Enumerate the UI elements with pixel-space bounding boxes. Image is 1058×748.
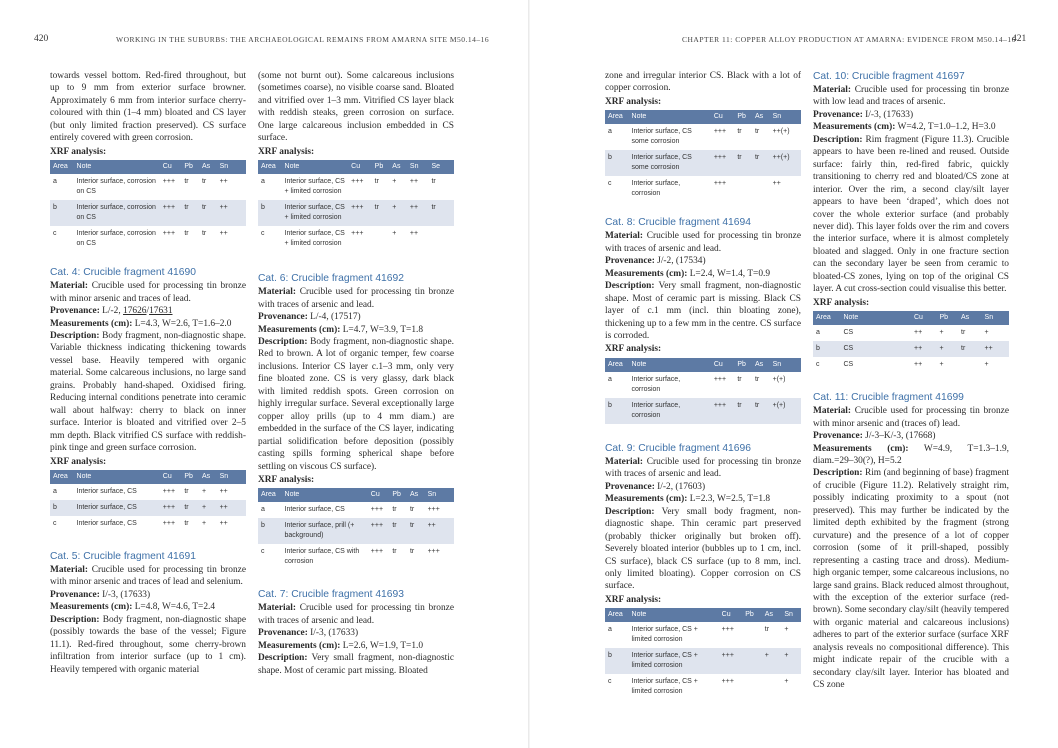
xrf-note-cell: Interior surface, CS some corrosion — [631, 128, 692, 146]
xrf-value-cell: ++ — [407, 200, 429, 226]
xrf-column-header: Note — [629, 358, 711, 372]
catalogue-entry: Material: Crucible used for processing tin bronze with minor arsenic and traces of lead. Provenance: L/-2, 17626/17631 Measurements (cm): L=4.3, W=2.6, T=1.6–2.0 Description: Body fragment, non-diagnostic shape. Variable thickness indicating thickening towards vessel base. Heavily tempered with organic material. Some calcareous inclusions, no large sand grains. Probably hand-shaped. Oxidised firing. Reducing internal conditions penetrate into ceramic wall about halfway: cherry to black on inner surface. Interior is bloated and vitrified over 2–5 mm depth. Black vitrified CS surface with reddish-pink tinge and green surface corrosion. — [50, 281, 247, 454]
xrf-value-cell: + — [984, 361, 989, 369]
xrf-note-cell: Interior surface, CS + limited corrosion — [631, 678, 698, 696]
xrf-heading: XRF analysis: — [813, 297, 870, 308]
xrf-value-cell: + — [392, 230, 397, 238]
xrf-value-cell — [742, 674, 762, 700]
xrf-value-cell: tr — [181, 200, 199, 226]
xrf-value-cell: +++ — [160, 500, 182, 516]
xrf-row — [605, 124, 801, 150]
xrf-value-cell: + — [389, 200, 407, 226]
column-2 — [258, 70, 454, 677]
xrf-table — [605, 110, 801, 202]
xrf-note-cell: Interior surface, corrosion — [629, 398, 711, 424]
xrf-value-cell: + — [939, 329, 944, 337]
xrf-note-cell: Interior surface, corrosion on CS — [76, 178, 156, 196]
xrf-table — [50, 470, 246, 532]
xrf-value-cell: tr — [201, 230, 207, 238]
xrf-note-cell: CS — [840, 341, 911, 357]
xrf-value-cell: +++ — [711, 150, 735, 176]
column-1 — [50, 70, 246, 676]
xrf-value-cell — [752, 176, 770, 202]
xrf-value-cell: +++ — [713, 128, 727, 136]
xrf-area-cell: b — [605, 648, 629, 674]
catalogue-title: Cat. 11: Crucible fragment 41699 — [813, 392, 964, 404]
catalogue-title: Cat. 10: Crucible fragment 41697 — [813, 71, 965, 82]
xrf-note-cell: Interior surface, corrosion — [631, 180, 681, 198]
xrf-value-cell: +++ — [721, 626, 734, 634]
xrf-value-cell: tr — [764, 626, 770, 634]
xrf-row — [258, 226, 454, 252]
xrf-row — [50, 516, 246, 532]
xrf-column-header: As — [407, 488, 425, 502]
xrf-column-header: As — [762, 608, 782, 622]
xrf-value-cell: +++ — [368, 518, 390, 544]
xrf-value-cell: +++ — [713, 375, 727, 383]
xrf-area-cell: a — [608, 128, 612, 136]
xrf-column-header: Area — [605, 608, 629, 622]
xrf-row — [605, 372, 801, 398]
xrf-area-cell: a — [261, 178, 265, 186]
xrf-note-cell: Interior surface, CS + limited corrosion — [284, 178, 345, 196]
xrf-value-cell: +++ — [370, 506, 384, 514]
xrf-value-cell: +(+) — [772, 375, 786, 383]
xrf-row — [258, 544, 454, 570]
catalogue-title: Cat. 8: Crucible fragment 41694 — [605, 217, 751, 229]
xrf-value-cell: tr — [752, 398, 770, 424]
xrf-value-cell: tr — [428, 200, 454, 226]
xrf-value-cell: +(+) — [770, 398, 801, 424]
xrf-value-cell — [762, 674, 782, 700]
xrf-column-header: Note — [74, 160, 160, 174]
xrf-area-cell: b — [605, 150, 629, 176]
xrf-note-cell: CS — [843, 361, 854, 369]
xrf-area-cell: b — [605, 398, 629, 424]
xrf-value-cell: ++ — [217, 500, 246, 516]
xrf-value-cell: + — [199, 500, 217, 516]
xrf-column-header: Cu — [711, 110, 735, 124]
right-page-number: 421 — [1012, 34, 1027, 44]
xrf-value-cell: +++ — [351, 230, 364, 238]
xrf-column-header: Area — [50, 470, 74, 484]
xrf-value-cell: tr — [199, 200, 217, 226]
xrf-row — [50, 484, 246, 500]
xrf-row — [258, 502, 454, 518]
xrf-row — [605, 648, 801, 674]
xrf-column-header: Note — [74, 470, 160, 484]
xrf-value-cell: +++ — [370, 548, 384, 556]
xrf-value-cell: ++ — [219, 487, 228, 495]
xrf-value-cell: tr — [754, 128, 760, 136]
xrf-value-cell: tr — [181, 500, 199, 516]
xrf-value-cell: tr — [184, 230, 189, 238]
xrf-value-cell: +++ — [162, 519, 176, 527]
xrf-table — [605, 608, 801, 700]
xrf-row — [50, 200, 246, 226]
catalogue-entry: Material: Crucible used for processing tin bronze with low lead and traces of arsenic. Provenance: I/-3, (17633) Measurements (cm): W=4.2, T=1.0–1.2, H=3.0 Description: Rim fragment (Figure 11.3). Crucible appears to have been re-lined and reused. Outside surface: fairly thin, red-fired fabric, quickly transitioning to cherry red and bloated/CS zone at interior. Over the rim, a second clay/silt layer appears to have been ‘draped’, which does not cover the whole exterior surface (and probably never did). This layer folds over the rim and covers the interior surface, where it is almost completely bloated and slagged. Only in one fracture section can the secondary layer be seen from ceramic to bloated-CS zones, lying on top of the original CS layer. A cut cross-section could visualise this better. — [813, 85, 1009, 295]
xrf-column-header: Cu — [711, 358, 735, 372]
xrf-column-header: Pb — [734, 358, 752, 372]
xrf-column-header: Sn — [781, 608, 801, 622]
xrf-value-cell: ++ — [219, 178, 228, 186]
column-4 — [813, 70, 1009, 692]
xrf-column-header: Sn — [407, 160, 429, 174]
xrf-value-cell: tr — [737, 128, 742, 136]
xrf-column-header: Cu — [911, 311, 936, 325]
catalogue-entry: Material: Crucible used for processing tin bronze with traces of arsenic and lead. Provenance: L/-4, (17517) Measurements (cm): L=4.7, W=3.9, T=1.8 Description: Body fragment, non-diagnostic shape. Red to brown. A lot of organic temper, few coarse inclusions. Interior CS layer c.1–3 mm, only very fine bloated zone. CS is very glassy, dark black with limited reddish spots. Green corrosion on highly irregular surface. Several exceptionally large copper alloy prills (up to 4 mm diam.) are embedded in the surface of the CS layer, indicating partial solidification before deposition (possibly casting spills forming spherical shape before settling on viscous CS surface). — [258, 287, 455, 472]
xrf-area-cell: c — [53, 230, 57, 238]
xrf-value-cell: +++ — [427, 506, 440, 514]
xrf-value-cell: ++ — [425, 518, 454, 544]
catalogue-entry: Material: Crucible used for processing tin bronze with traces of arsenic and lead. Provenance: I/-3, (17633) Measurements (cm): L=2.6, W=1.9, T=1.0 Description: Very small fragment, non-diagnostic shape. Most of ceramic part missing. Bloated — [258, 603, 454, 676]
xrf-value-cell: +++ — [721, 678, 734, 686]
xrf-table — [813, 311, 1009, 373]
xrf-area-cell: a — [53, 487, 57, 495]
xrf-column-header: Note — [629, 110, 711, 124]
xrf-value-cell — [742, 622, 762, 648]
xrf-value-cell: tr — [407, 518, 425, 544]
xrf-row — [813, 341, 1009, 357]
xrf-column-header: Pb — [742, 608, 762, 622]
xrf-value-cell: tr — [392, 548, 397, 556]
xrf-value-cell: tr — [431, 178, 436, 186]
catalogue-title: Cat. 6: Crucible fragment 41692 — [258, 273, 404, 285]
xrf-header-row — [258, 160, 454, 174]
xrf-area-cell: a — [53, 178, 57, 186]
xrf-area-cell: a — [261, 506, 265, 514]
xrf-column-header: As — [389, 160, 407, 174]
xrf-area-cell: b — [50, 200, 74, 226]
xrf-note-cell: Interior surface, corrosion on CS — [76, 230, 156, 248]
xrf-value-cell: tr — [184, 178, 189, 186]
left-running-head: WORKING IN THE SUBURBS: THE ARCHAEOLOGICAL REMAINS FROM AMARNA SITE M50.14–16 — [116, 35, 490, 44]
xrf-table — [258, 488, 454, 570]
xrf-column-header: Area — [258, 488, 282, 502]
xrf-value-cell — [742, 648, 762, 674]
xrf-value-cell: ++ — [911, 341, 936, 357]
xrf-value-cell: + — [936, 341, 958, 357]
xrf-column-header: Sn — [217, 160, 246, 174]
xrf-header-row — [813, 311, 1009, 325]
xrf-value-cell: tr — [374, 178, 379, 186]
xrf-value-cell — [372, 226, 390, 252]
xrf-column-header: As — [958, 311, 982, 325]
xrf-row — [258, 174, 454, 200]
xrf-row — [605, 176, 801, 202]
xrf-column-header: Pb — [181, 470, 199, 484]
xrf-row — [605, 674, 801, 700]
xrf-row — [50, 500, 246, 516]
xrf-value-cell: + — [784, 626, 789, 634]
xrf-value-cell: tr — [958, 341, 982, 357]
xrf-value-cell: tr — [737, 375, 742, 383]
xrf-note-cell: Interior surface, CS + limited corrosion — [631, 626, 698, 644]
xrf-value-cell: tr — [734, 398, 752, 424]
catalogue-entry: Material: Crucible used for processing tin bronze with minor arsenic and (traces of) lead. Provenance: J/-3–K/-3, (17668) Measurements (cm): W=4.9, T=1.3–1.9, diam.=29–30(?), H=5.2 Description: Rim (and beginning of base) fragment of crucible (Figure 11.2). Relatively straight rim, possibly indicating proximity to a spout (not preserved). This may further be indicated by the limited depth exhibited by the fragment (strong curvature) and the presence of a lot of copper corrosion (some of it prill-shaped, possibly representing a casting trace and dross). Medium-high organic temper, some calcareous inclusions, no large sand grains. Black reduced almost throughout, with the exception of the exterior surface (red-brown). Some secondary clay/silt (heavily tempered with organic material and calcareous inclusions) adheres to part of the exterior surface (surface XRF analysis reveals no compositional difference). This might indicate repair of the crucible with a secondary clay/silt layer. Interior has bloated and CS zone — [813, 406, 1010, 691]
xrf-value-cell: tr — [409, 506, 415, 514]
xrf-value-cell: ++(+) — [772, 128, 790, 136]
xrf-area-cell: a — [608, 626, 612, 634]
xrf-heading: XRF analysis: — [258, 474, 315, 485]
xrf-area-cell: b — [813, 341, 840, 357]
xrf-value-cell: +++ — [162, 178, 176, 186]
xrf-area-cell: c — [53, 519, 57, 527]
catalogue-entry: Material: Crucible used for processing tin bronze with traces of arsenic and lead. Provenance: J/-2, (17534) Measurements (cm): L=2.4, W=1.4, T=0.9 Description: Very small fragment, non-diagnostic shape. Most of ceramic part is missing. Black CS layer of c.1 mm (incl. thin bloating zone), thickening up to a few mm in the centre. CS surface is corroded. — [605, 231, 801, 341]
xrf-area-cell: c — [608, 678, 612, 686]
xrf-value-cell: ++ — [982, 341, 1009, 357]
xrf-value-cell: + — [984, 329, 989, 337]
xrf-column-header: Pb — [181, 160, 199, 174]
page-gutter — [528, 0, 530, 748]
xrf-area-cell: b — [50, 500, 74, 516]
xrf-value-cell: ++ — [217, 200, 246, 226]
xrf-value-cell: +++ — [160, 200, 182, 226]
xrf-value-cell: + — [781, 648, 801, 674]
xrf-header-row — [50, 470, 246, 484]
xrf-header-row — [605, 358, 801, 372]
xrf-value-cell: tr — [752, 150, 770, 176]
xrf-value-cell: +++ — [427, 548, 440, 556]
xrf-column-header: Area — [50, 160, 74, 174]
xrf-column-header: Note — [282, 488, 368, 502]
xrf-value-cell: + — [784, 678, 789, 686]
xrf-note-cell: Interior surface, CS + limited corrosion — [284, 230, 345, 248]
xrf-area-cell: c — [816, 361, 820, 369]
xrf-note-cell: Interior surface, corrosion on CS — [74, 200, 160, 226]
xrf-column-header: Note — [840, 311, 911, 325]
xrf-column-header: As — [752, 358, 770, 372]
xrf-value-cell: + — [201, 487, 207, 495]
xrf-area-cell: c — [608, 180, 612, 188]
xrf-row — [50, 174, 246, 200]
xrf-note-cell: Interior surface, CS + limited corrosion — [282, 200, 349, 226]
xrf-column-header: Sn — [217, 470, 246, 484]
xrf-column-header: Cu — [719, 608, 743, 622]
xrf-value-cell: ++ — [409, 178, 419, 186]
xrf-column-header: Sn — [425, 488, 454, 502]
xrf-area-cell: c — [261, 230, 265, 238]
xrf-column-header: Pb — [936, 311, 958, 325]
xrf-note-cell: Interior surface, prill (+ background) — [282, 518, 368, 544]
xrf-area-cell: a — [608, 375, 612, 383]
xrf-value-cell: tr — [184, 519, 189, 527]
col1-intro-text: towards vessel bottom. Red-fired throughout, but up to 9 mm from exterior surface browner. Approximately 6 mm from interior surface cherry-coloured with thin (1–4 mm) bloated and CS layer (but only limited fraction preserved). CS surface entirely covered with green corrosion. — [50, 71, 246, 144]
xrf-header-row — [258, 488, 454, 502]
xrf-heading: XRF analysis: — [605, 344, 662, 355]
xrf-value-cell: ++ — [914, 329, 923, 337]
xrf-header-row — [50, 160, 246, 174]
xrf-value-cell: tr — [392, 506, 397, 514]
xrf-row — [605, 622, 801, 648]
column-3 — [605, 70, 801, 702]
xrf-column-header: Cu — [160, 160, 182, 174]
xrf-header-row — [605, 110, 801, 124]
xrf-value-cell: ++(+) — [770, 150, 801, 176]
xrf-column-header: Area — [813, 311, 840, 325]
xrf-column-header: Sn — [770, 358, 801, 372]
xrf-value-cell: ++ — [409, 230, 419, 238]
xrf-heading: XRF analysis: — [605, 594, 662, 605]
catalogue-title: Cat. 7: Crucible fragment 41693 — [258, 589, 404, 601]
xrf-table — [258, 160, 454, 252]
xrf-value-cell: tr — [389, 518, 407, 544]
xrf-value-cell: tr — [201, 178, 207, 186]
xrf-value-cell: tr — [184, 487, 189, 495]
xrf-column-header: Cu — [368, 488, 390, 502]
xrf-value-cell: ++ — [219, 230, 228, 238]
xrf-column-header: As — [752, 110, 770, 124]
xrf-heading: XRF analysis: — [50, 146, 107, 157]
xrf-note-cell: Interior surface, corrosion — [631, 375, 681, 393]
xrf-note-cell: Interior surface, CS with corrosion — [284, 548, 360, 566]
xrf-heading: XRF analysis: — [605, 96, 662, 107]
xrf-row — [605, 398, 801, 424]
xrf-area-cell: c — [261, 548, 265, 556]
xrf-value-cell: ++ — [914, 361, 923, 369]
xrf-column-header: Note — [282, 160, 349, 174]
catalogue-title: Cat. 9: Crucible fragment 41696 — [605, 442, 751, 454]
xrf-value-cell: + — [939, 361, 944, 369]
col2-intro-text: (some not burnt out). Some calcareous inclusions (sometimes coarse), no visible coarse sand. Bloated and vitrified over 1–3 mm. Vitrified CS layer black with reddish steaks, green corrosion on surface. One large calcareous inclusion embedded in CS surface. — [258, 71, 454, 144]
xrf-column-header: Pb — [734, 110, 752, 124]
xrf-note-cell: Interior surface, CS — [76, 519, 137, 527]
xrf-value-cell — [958, 357, 982, 373]
xrf-value-cell: tr — [734, 150, 752, 176]
catalogue-entry: Material: Crucible used for processing tin bronze with minor arsenic and traces of lead and selenium. Provenance: I/-3, (17633) Measurements (cm): L=4.8, W=4.6, T=2.4 Description: Body fragment, non-diagnostic shape (possibly towards the base of the vessel; Figure 11.1). Red-fired throughout, some cherry-brown infiltration from interior surface (up to 1 cm). Heavily tempered with organic material — [50, 564, 247, 675]
xrf-heading: XRF analysis: — [258, 146, 315, 157]
xrf-value-cell: tr — [961, 329, 966, 337]
xrf-row — [50, 226, 246, 252]
xrf-value-cell: +++ — [719, 648, 743, 674]
xrf-value-cell: tr — [372, 200, 390, 226]
xrf-value-cell: ++ — [772, 180, 781, 188]
xrf-table — [605, 358, 801, 424]
xrf-note-cell: CS — [843, 329, 854, 337]
xrf-heading: XRF analysis: — [50, 456, 107, 467]
xrf-column-header: As — [199, 470, 217, 484]
xrf-note-cell: Interior surface, CS + limited corrosion — [629, 648, 719, 674]
xrf-row — [258, 518, 454, 544]
xrf-value-cell: +++ — [162, 487, 176, 495]
col3-intro-text: zone and irregular interior CS. Black with a lot of copper corrosion. — [605, 71, 801, 94]
xrf-column-header: Area — [605, 110, 629, 124]
xrf-column-header: Area — [605, 358, 629, 372]
xrf-row — [605, 150, 801, 176]
xrf-row — [258, 200, 454, 226]
xrf-header-row — [605, 608, 801, 622]
xrf-row — [813, 325, 1009, 341]
xrf-column-header: Sn — [982, 311, 1009, 325]
xrf-note-cell: Interior surface, CS — [76, 487, 137, 495]
xrf-table — [50, 160, 246, 252]
xrf-value-cell: ++ — [219, 519, 228, 527]
xrf-column-header: Note — [629, 608, 719, 622]
xrf-value-cell: +++ — [351, 178, 364, 186]
xrf-value-cell: tr — [754, 375, 760, 383]
xrf-area-cell: a — [816, 329, 820, 337]
xrf-value-cell: +++ — [713, 180, 727, 188]
xrf-note-cell: Interior surface, CS — [284, 506, 345, 514]
xrf-row — [813, 357, 1009, 373]
xrf-column-header: Cu — [348, 160, 372, 174]
catalogue-title: Cat. 5: Crucible fragment 41691 — [50, 550, 196, 562]
xrf-note-cell: Interior surface, CS — [74, 500, 160, 516]
xrf-column-header: As — [199, 160, 217, 174]
xrf-value-cell — [734, 176, 752, 202]
xrf-value-cell: +++ — [711, 398, 735, 424]
xrf-column-header: Se — [428, 160, 454, 174]
xrf-value-cell — [428, 226, 454, 252]
catalogue-title: Cat. 4: Crucible fragment 41690 — [50, 267, 196, 279]
xrf-value-cell: +++ — [162, 230, 176, 238]
catalogue-entry: Material: Crucible used for processing tin bronze with traces of arsenic and lead. Provenance: I/-2, (17603) Measurements (cm): L=2.3, W=2.5, T=1.8 Description: Very small body fragment, non-diagnostic shape. Thin ceramic part preserved (probably thicker originally but broken off). Severely bloated interior (bubbles up to 1 cm, incl. CS surface), black CS surface (up to 8 mm, incl. only limited bloating). Copper corrosion on CS surface. — [605, 456, 801, 592]
xrf-value-cell: + — [392, 178, 397, 186]
xrf-column-header: Pb — [389, 488, 407, 502]
xrf-value-cell: + — [762, 648, 782, 674]
xrf-area-cell: b — [258, 200, 282, 226]
xrf-area-cell: b — [258, 518, 282, 544]
xrf-value-cell: + — [201, 519, 207, 527]
right-running-head: CHAPTER 11: COPPER ALLOY PRODUCTION AT AMARNA: EVIDENCE FROM M50.14–16 — [682, 35, 1016, 44]
xrf-column-header: Cu — [160, 470, 182, 484]
xrf-value-cell: tr — [409, 548, 415, 556]
xrf-value-cell: +++ — [348, 200, 372, 226]
xrf-column-header: Pb — [372, 160, 390, 174]
xrf-column-header: Area — [258, 160, 282, 174]
left-page-number: 420 — [34, 34, 49, 44]
xrf-column-header: Sn — [770, 110, 801, 124]
xrf-note-cell: Interior surface, CS some corrosion — [629, 150, 711, 176]
